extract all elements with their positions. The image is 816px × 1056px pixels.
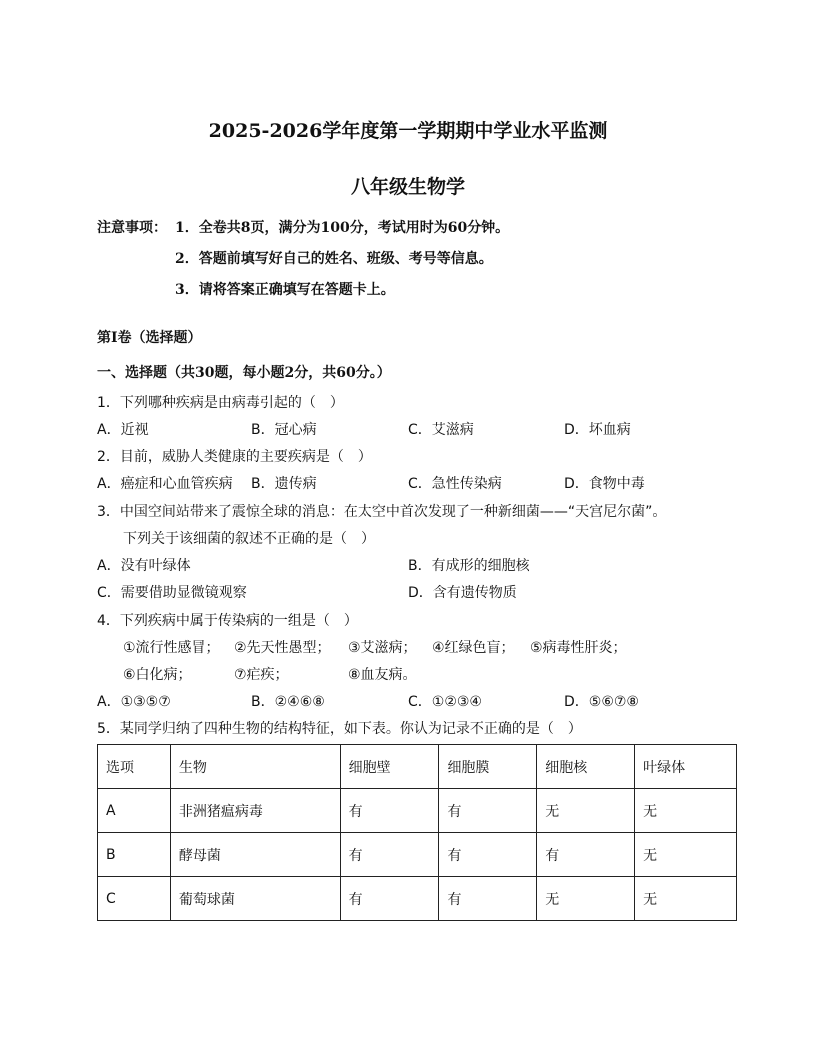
- question-4-item: ①流行性感冒；: [123, 640, 220, 656]
- question-3-stem: 3．中国空间站带来了震惊全球的消息：在太空中首次发现了一种新细菌——“天宫尼尔菌”。: [97, 504, 667, 520]
- question-4-item: ②先天性愚型；: [234, 640, 331, 656]
- table-cell: 无: [537, 877, 635, 921]
- organism-structure-table: [97, 744, 737, 921]
- question-4-item: ⑦疟疾；: [234, 667, 289, 683]
- table-header-cell: 细胞核: [537, 745, 635, 789]
- notice-item-1: 1．全卷共8页，满分为100分，考试用时为60分钟。: [175, 220, 510, 236]
- table-header-cell: 生物: [170, 745, 340, 789]
- question-3-option-b: B．有成形的细胞核: [408, 558, 530, 574]
- table-cell: 有: [340, 789, 439, 833]
- table-cell: 无: [635, 833, 737, 877]
- table-row: [98, 789, 737, 833]
- question-4-stem: 4．下列疾病中属于传染病的一组是（ ）: [97, 613, 358, 629]
- notice-item-2: 2．答题前填写好自己的姓名、班级、考号等信息。: [175, 251, 493, 267]
- question-3-option-c: C．需要借助显微镜观察: [97, 585, 247, 601]
- notice-item-3: 3．请将答案正确填写在答题卡上。: [175, 282, 395, 298]
- table-cell: 有: [439, 789, 537, 833]
- question-3-stem-line2: 下列关于该细菌的叙述不正确的是（ ）: [123, 531, 375, 547]
- question-2-stem: 2．目前，威胁人类健康的主要疾病是（ ）: [97, 449, 372, 465]
- question-2-option-b: B．遗传病: [251, 476, 317, 492]
- question-4-option-d: D．⑤⑥⑦⑧: [564, 694, 639, 710]
- question-1-option-b: B．冠心病: [251, 422, 317, 438]
- table-cell: 无: [635, 789, 737, 833]
- notice-label: 注意事项：: [97, 220, 167, 236]
- table-cell: 有: [537, 833, 635, 877]
- volume-heading: 第Ⅰ卷（选择题）: [97, 330, 202, 346]
- table-cell: 有: [340, 877, 439, 921]
- question-4-item: ⑤病毒性肝炎；: [530, 640, 627, 656]
- table-cell: 葡萄球菌: [170, 877, 340, 921]
- question-4-item: ③艾滋病；: [348, 640, 417, 656]
- table-row: [98, 833, 737, 877]
- table-cell: 有: [340, 833, 439, 877]
- table-cell: 有: [439, 877, 537, 921]
- table-header-cell: 选项: [98, 745, 171, 789]
- section-heading: 一、选择题（共30题，每小题2分，共60分。）: [97, 365, 391, 381]
- question-4-option-c: C．①②③④: [408, 694, 482, 710]
- question-1-option-a: A．近视: [97, 422, 149, 438]
- table-header-cell: 叶绿体: [635, 745, 737, 789]
- table-cell: 非洲猪瘟病毒: [170, 789, 340, 833]
- question-3-option-a: A．没有叶绿体: [97, 558, 191, 574]
- question-4-item: ⑥白化病；: [123, 667, 192, 683]
- question-4-item: ④红绿色盲；: [432, 640, 515, 656]
- question-1-option-d: D．坏血病: [564, 422, 631, 438]
- table-cell: B: [98, 833, 171, 877]
- table-header-cell: 细胞壁: [340, 745, 439, 789]
- question-2-option-a: A．癌症和心血管疾病: [97, 476, 233, 492]
- table-cell: C: [98, 877, 171, 921]
- table-header-cell: 细胞膜: [439, 745, 537, 789]
- question-5-stem: 5．某同学归纳了四种生物的结构特征，如下表。你认为记录不正确的是（ ）: [97, 721, 582, 737]
- table-cell: 无: [635, 877, 737, 921]
- question-4-item: ⑧血友病。: [348, 667, 417, 683]
- table-header-row: [98, 745, 737, 789]
- question-1-option-c: C．艾滋病: [408, 422, 474, 438]
- question-2-option-c: C．急性传染病: [408, 476, 502, 492]
- exam-title: 2025-2026学年度第一学期期中学业水平监测: [208, 120, 608, 142]
- question-2-option-d: D．食物中毒: [564, 476, 645, 492]
- question-3-option-d: D．含有遗传物质: [408, 585, 517, 601]
- table-cell: A: [98, 789, 171, 833]
- question-4-option-a: A．①③⑤⑦: [97, 694, 171, 710]
- question-4-option-b: B．②④⑥⑧: [251, 694, 325, 710]
- table-cell: 酵母菌: [170, 833, 340, 877]
- table-cell: 无: [537, 789, 635, 833]
- question-1-stem: 1．下列哪种疾病是由病毒引起的（ ）: [97, 395, 344, 411]
- table-row: [98, 877, 737, 921]
- exam-subtitle: 八年级生物学: [350, 176, 465, 198]
- table-cell: 有: [439, 833, 537, 877]
